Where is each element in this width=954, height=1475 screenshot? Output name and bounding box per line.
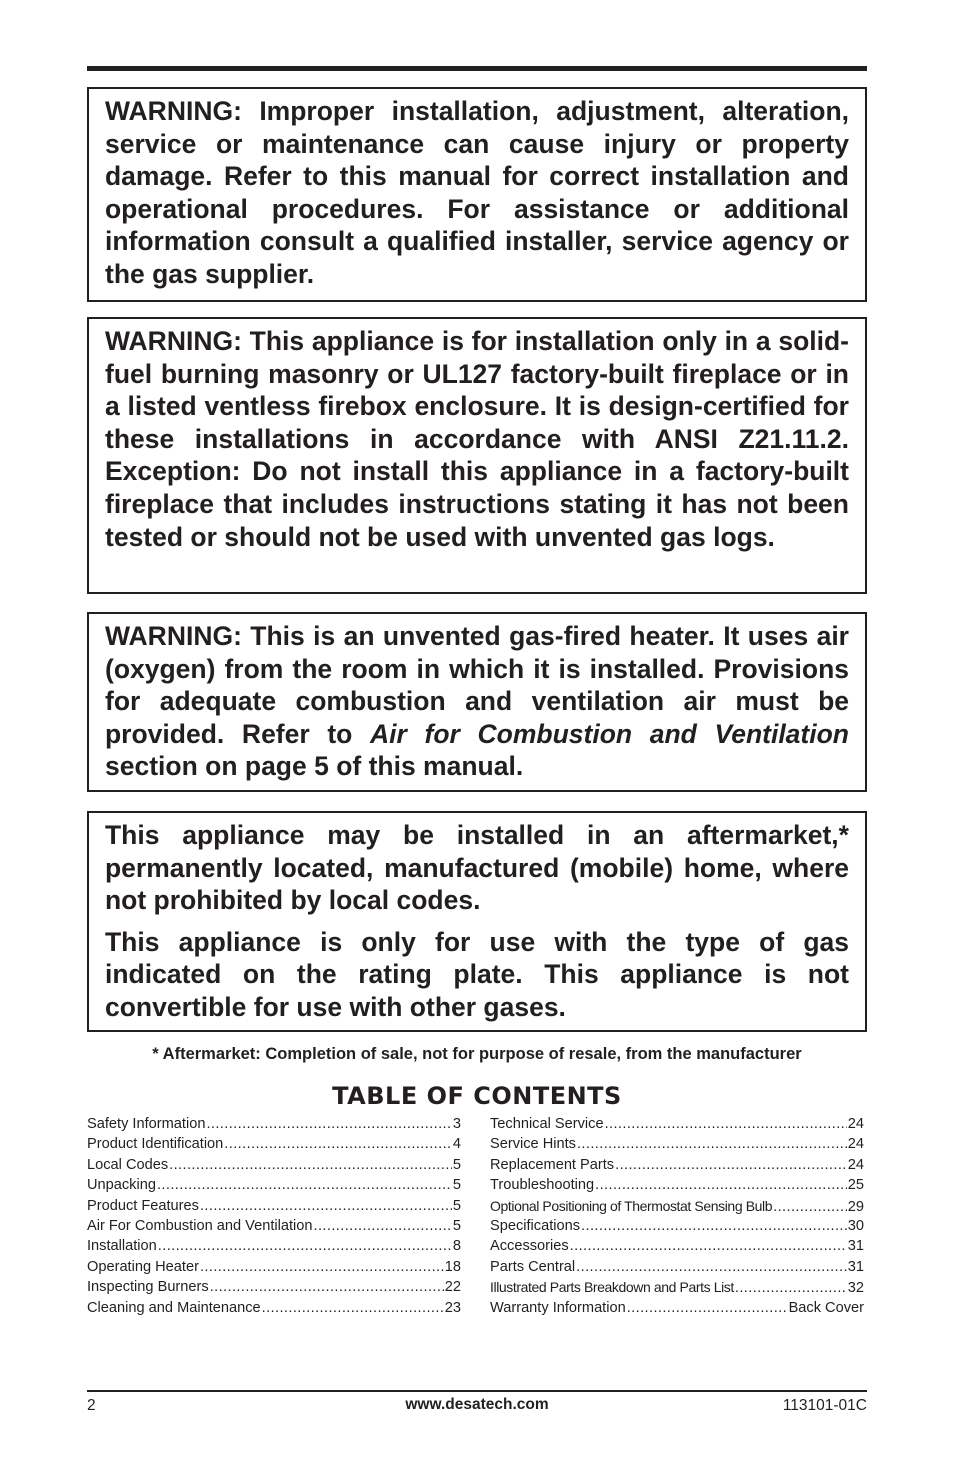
toc-entry-label: Product Features — [87, 1197, 199, 1214]
toc-dot-leader — [206, 1116, 451, 1132]
bottom-rule — [87, 1390, 867, 1392]
toc-entry-page: 32 — [847, 1280, 864, 1297]
toc-dot-leader — [224, 1136, 452, 1152]
toc-dot-leader — [615, 1157, 847, 1173]
toc-entry — [490, 1198, 864, 1218]
toc-entry-label: Cleaning and Maintenance — [87, 1299, 261, 1316]
toc-entry-page: 30 — [847, 1217, 864, 1234]
toc-entry-page: Back Cover — [788, 1299, 864, 1316]
toc-dot-leader — [169, 1157, 452, 1173]
toc-dot-leader — [157, 1177, 452, 1193]
toc-entry — [490, 1259, 864, 1279]
toc-entry — [87, 1157, 461, 1177]
toc-entry-page: 23 — [444, 1299, 461, 1316]
toc-entry-page: 5 — [452, 1197, 461, 1214]
toc-entry-label: Product Identification — [87, 1136, 224, 1153]
document-number: 113101-01C — [782, 1397, 867, 1414]
warning-text: WARNING: This appliance is for installation only in a solid-fuel burning masonry or UL127 factory-built fireplace or in a listed ventless firebox enclosure. It is design-certified for these installations in accordance with ANSI Z21.11.2. Exception: Do not install this appliance in a factory-built fireplace that includes instructions stating it has not been tested or should not be used with unvented gas logs. — [105, 326, 849, 552]
page-number: 2 — [87, 1397, 96, 1414]
toc-entry-label: Inspecting Burners — [87, 1279, 209, 1296]
toc-entry-label: Replacement Parts — [490, 1156, 615, 1173]
toc-dot-leader — [595, 1177, 847, 1193]
section-reference: Air for Combustion and Ventilation — [370, 718, 849, 749]
toc-entry — [490, 1218, 864, 1238]
top-rule — [87, 66, 867, 71]
warning-box-installation — [87, 87, 867, 302]
warning-text: WARNING: Improper installation, adjustment, alteration, service or maintenance can cause injury or property damage. Refer to this manual for correct installation and operational procedures. For assistance or additional information consult a qualified installer, service agency or the gas supplier. — [105, 96, 849, 289]
toc-entry-page: 4 — [452, 1136, 461, 1153]
toc-entry-label: Installation — [87, 1238, 157, 1255]
toc-entry-page: 18 — [444, 1258, 461, 1275]
toc-dot-leader — [262, 1300, 444, 1316]
toc-entry-page: 3 — [452, 1116, 461, 1132]
toc-left-column — [87, 1116, 461, 1320]
aftermarket-footnote: * Aftermarket: Completion of sale, not for purpose of resale, from the manufacturer — [152, 1045, 802, 1063]
toc-entry — [490, 1300, 864, 1320]
toc-entry — [490, 1177, 864, 1197]
toc-dot-leader — [773, 1199, 847, 1215]
toc-entry-label: Local Codes — [87, 1156, 169, 1173]
toc-entry-page: 5 — [452, 1156, 461, 1173]
toc-entry — [87, 1279, 461, 1299]
toc-entry — [490, 1136, 864, 1156]
website-url: www.desatech.com — [405, 1396, 549, 1413]
warning-text-tail: section on page 5 of this manual. — [105, 751, 524, 782]
toc-title: TABLE OF CONTENTS — [332, 1082, 622, 1110]
notice-box-mobile-home — [87, 811, 867, 1032]
toc-entry — [87, 1300, 461, 1320]
toc-entry-page: 8 — [452, 1238, 461, 1255]
toc-dot-leader — [581, 1218, 847, 1234]
warning-box-appliance-usage — [87, 317, 867, 594]
toc-entry-label: Optional Positioning of Thermostat Sensing Bulb — [490, 1197, 773, 1214]
toc-right-column — [490, 1116, 864, 1320]
toc-entry — [490, 1238, 864, 1258]
toc-dot-leader — [605, 1116, 847, 1132]
warning-box-unvented-heater — [87, 612, 867, 792]
toc-dot-leader — [200, 1198, 452, 1214]
toc-entry-label: Unpacking — [87, 1177, 156, 1194]
toc-entry — [490, 1279, 864, 1299]
toc-entry-label: Illustrated Parts Breakdown and Parts List — [490, 1279, 734, 1296]
toc-entry-label: Technical Service — [490, 1116, 604, 1132]
toc-entry-label: Service Hints — [490, 1136, 576, 1153]
toc-entry — [490, 1116, 864, 1136]
toc-dot-leader — [570, 1238, 847, 1254]
toc-entry — [87, 1177, 461, 1197]
toc-entry-page: 25 — [847, 1177, 864, 1194]
toc-entry-page: 5 — [452, 1177, 461, 1194]
toc-entry — [87, 1198, 461, 1218]
toc-entry-page: 24 — [847, 1156, 864, 1173]
toc-entry-label: Specifications — [490, 1217, 581, 1234]
toc-entry-page: 24 — [847, 1136, 864, 1153]
toc-entry-label: Troubleshooting — [490, 1177, 595, 1194]
toc-entry-label: Accessories — [490, 1238, 569, 1255]
toc-entry-page: 31 — [847, 1258, 864, 1275]
toc-dot-leader — [200, 1259, 444, 1275]
toc-entry — [87, 1218, 461, 1238]
toc-entry-page: 24 — [847, 1116, 864, 1132]
toc-entry — [87, 1238, 461, 1258]
toc-dot-leader — [158, 1238, 452, 1254]
toc-entry — [87, 1136, 461, 1156]
toc-entry-label: Operating Heater — [87, 1258, 199, 1275]
toc-dot-leader — [577, 1136, 847, 1152]
warning-text-main: WARNING: This is an unvented gas-fired heater. It uses air (oxygen) from the room in which it is installed. Provisions for adequate combustion and ventilation air must be provided. Refer to — [105, 621, 849, 749]
toc-entry-label: Parts Central — [490, 1258, 576, 1275]
notice-text-mobile-home: This appliance may be installed in an aftermarket,* permanently located, manufactured (mobile) home, where not prohibited by local codes. — [105, 820, 849, 916]
notice-text-gas-type: This appliance is only for use with the type of gas indicated on the rating plate. This appliance is not convertible for use with other gases. — [105, 926, 849, 1022]
toc-dot-leader — [314, 1218, 452, 1234]
toc-entry — [87, 1259, 461, 1279]
toc-entry — [490, 1157, 864, 1177]
toc-entry-label: Air For Combustion and Ventilation — [87, 1217, 313, 1234]
toc-entry-page: 31 — [847, 1238, 864, 1255]
warning-text — [105, 620, 849, 783]
toc-entry — [87, 1116, 461, 1136]
toc-dot-leader — [210, 1279, 444, 1295]
toc-entry-page: 22 — [444, 1279, 461, 1296]
toc-entry-page: 5 — [452, 1217, 461, 1234]
toc-dot-leader — [627, 1300, 788, 1316]
toc-dot-leader — [576, 1259, 847, 1275]
toc-dot-leader — [735, 1280, 847, 1296]
toc-entry-label: Warranty Information — [490, 1299, 626, 1316]
toc-entry-page: 29 — [847, 1198, 864, 1215]
toc-entry-label: Safety Information — [87, 1116, 206, 1132]
